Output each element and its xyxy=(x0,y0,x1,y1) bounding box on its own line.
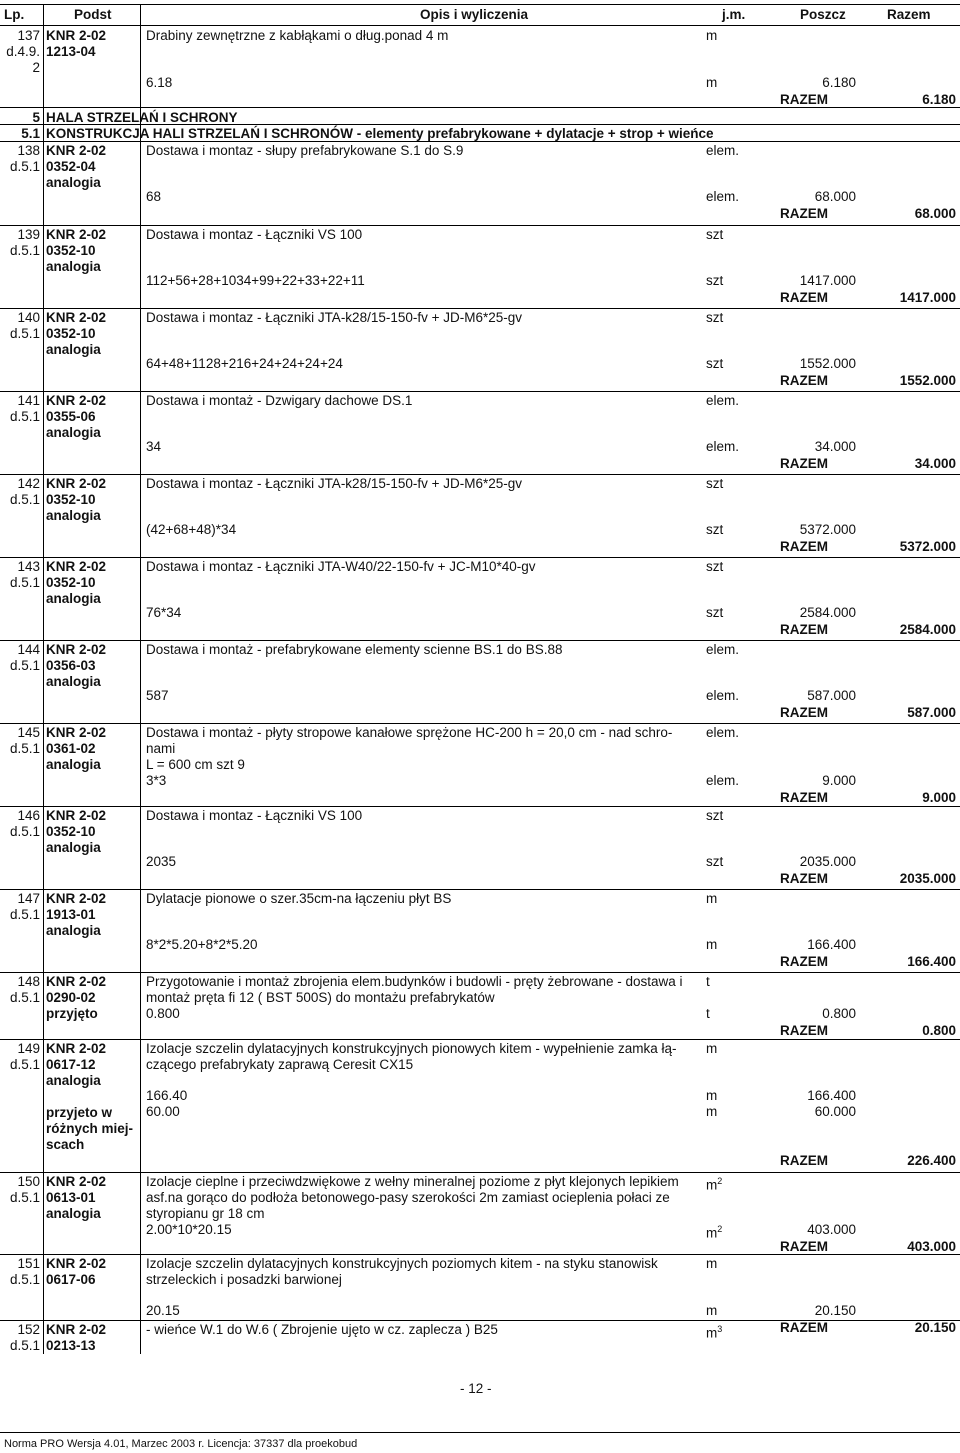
unit: m xyxy=(706,1088,718,1103)
norm-ref: analogia xyxy=(46,508,101,523)
footer-license: Norma PRO Wersja 4.01, Marzec 2003 r. Licencja: 37337 dla proekobud xyxy=(4,1438,358,1450)
row-number-sub: d.5.1 xyxy=(9,409,40,424)
row-number: 149 xyxy=(17,1041,40,1056)
header-poszcz: Poszcz xyxy=(800,7,846,22)
unit: t xyxy=(706,974,710,989)
unit: elem. xyxy=(706,642,740,657)
partial-value: 166.400 xyxy=(807,937,856,952)
total-label: RAZEM xyxy=(780,705,828,720)
header-jm: j.m. xyxy=(722,7,746,22)
norm-ref: różnych miej- xyxy=(46,1121,134,1136)
unit: szt xyxy=(706,522,724,537)
norm-code: KNR 2-02 xyxy=(46,1174,107,1189)
quantity-formula: 112+56+28+1034+99+22+33+22+11 xyxy=(146,273,365,288)
header-lp: Lp. xyxy=(4,7,25,22)
total-label: RAZEM xyxy=(780,622,828,637)
row-number: 143 xyxy=(17,559,40,574)
norm-ref: analogia xyxy=(46,1206,101,1221)
row-number: 137 xyxy=(17,28,40,43)
row-divider xyxy=(0,107,960,108)
page-number: - 12 - xyxy=(460,1381,492,1396)
row-number: 152 xyxy=(17,1322,40,1337)
partial-value: 403.000 xyxy=(807,1222,856,1237)
item-description: - wieńce W.1 do W.6 ( Zbrojenie ujęto w cz. zaplecza ) B25 xyxy=(146,1322,498,1337)
unit: $m^2$ xyxy=(706,1176,723,1193)
header-opis: Opis i wyliczenia xyxy=(420,7,529,22)
norm-ref: analogia xyxy=(46,923,101,938)
norm-code: KNR 2-02 xyxy=(46,393,107,408)
row-number: 150 xyxy=(17,1174,40,1189)
row-number-sub: d.5.1 xyxy=(9,326,40,341)
norm-ref: przyjeto w xyxy=(46,1105,113,1120)
norm-ref: 1913-01 xyxy=(46,907,96,922)
norm-code: KNR 2-02 xyxy=(46,642,107,657)
partial-value: 68.000 xyxy=(814,189,856,204)
norm-ref: 0352-10 xyxy=(46,824,96,839)
total-value: 2035.000 xyxy=(899,871,956,886)
total-value: 226.400 xyxy=(907,1153,956,1168)
unit: szt xyxy=(706,559,724,574)
quantity-formula: 166.40 xyxy=(146,1088,188,1103)
unit: m xyxy=(706,28,718,43)
norm-ref: analogia xyxy=(46,342,101,357)
row-number-sub: d.5.1 xyxy=(9,492,40,507)
norm-ref: 0361-02 xyxy=(46,741,96,756)
unit: elem. xyxy=(706,688,740,703)
unit-exponent: 2 xyxy=(717,1224,723,1234)
item-description: Dostawa i montaz - Łączniki VS 100 xyxy=(146,227,363,242)
quantity-formula: 2.00*10*20.15 xyxy=(146,1222,232,1237)
unit: szt xyxy=(706,273,724,288)
unit-exponent: 3 xyxy=(717,1324,723,1334)
item-description: Dostawa i montaz - Łączniki JTA-k28/15-150-fv + JD-M6*25-gv xyxy=(146,476,523,491)
norm-ref: 0613-01 xyxy=(46,1190,96,1205)
norm-code: KNR 2-02 xyxy=(46,559,107,574)
norm-code: KNR 2-02 xyxy=(46,227,107,242)
norm-code: KNR 2-02 xyxy=(46,808,107,823)
partial-value: 5372.000 xyxy=(799,522,856,537)
partial-value: 1417.000 xyxy=(799,273,856,288)
partial-value: 9.000 xyxy=(822,773,856,788)
unit: m xyxy=(706,937,718,952)
item-description: Drabiny zewnętrzne z kabłąkami o dług.ponad 4 m xyxy=(146,28,449,43)
norm-ref: analogia xyxy=(46,259,101,274)
partial-value: 166.400 xyxy=(807,1088,856,1103)
row-number-sub: d.5.1 xyxy=(9,575,40,590)
norm-ref: analogia xyxy=(46,1073,101,1088)
quantity-formula: 68 xyxy=(146,189,162,204)
section-number: 5 xyxy=(32,110,40,125)
total-label: RAZEM xyxy=(780,1320,828,1335)
quantity-formula: 0.800 xyxy=(146,1006,180,1021)
row-number: 139 xyxy=(17,227,40,242)
row-number-sub: d.5.1 xyxy=(9,990,40,1005)
row-number-sub: d.5.1 xyxy=(9,1338,40,1353)
unit: m xyxy=(706,75,718,90)
section-title: HALA STRZELAŃ I SCHRONY xyxy=(46,110,238,125)
norm-ref: 0290-02 xyxy=(46,990,96,1005)
subsection-number: 5.1 xyxy=(21,126,40,141)
total-label: RAZEM xyxy=(780,373,828,388)
total-label: RAZEM xyxy=(780,290,828,305)
item-description: strzeleckich i posadzki barwionej xyxy=(146,1272,342,1287)
item-description: czącego prefabrykaty zaprawą Ceresit CX15 xyxy=(146,1057,414,1072)
quantity-formula: (42+68+48)*34 xyxy=(146,522,237,537)
item-description: montaż pręta fi 12 ( BST 500S) do montażu prefabrykatów xyxy=(146,990,495,1005)
norm-code: 1213-04 xyxy=(46,44,96,59)
total-value: 1552.000 xyxy=(899,373,956,388)
total-label: RAZEM xyxy=(780,1023,828,1038)
unit: szt xyxy=(706,310,724,325)
unit: szt xyxy=(706,854,724,869)
norm-code: KNR 2-02 xyxy=(46,1041,107,1056)
row-number-sub: d.5.1 xyxy=(9,1190,40,1205)
podst-column-border xyxy=(140,4,141,1354)
total-label: RAZEM xyxy=(780,790,828,805)
total-value: 1417.000 xyxy=(899,290,956,305)
header-bottom-border xyxy=(0,25,960,26)
unit-exponent: 2 xyxy=(717,1176,723,1186)
partial-value: 6.180 xyxy=(822,75,856,90)
quantity-formula: 64+48+1128+216+24+24+24+24 xyxy=(146,356,343,371)
row-number-sub: d.5.1 xyxy=(9,824,40,839)
total-label: RAZEM xyxy=(780,1239,828,1254)
unit: elem. xyxy=(706,773,740,788)
quantity-formula: 3*3 xyxy=(146,773,167,788)
norm-ref: 0355-06 xyxy=(46,409,96,424)
partial-value: 20.150 xyxy=(814,1303,856,1318)
row-number: 138 xyxy=(17,143,40,158)
norm-ref: 0352-10 xyxy=(46,326,96,341)
row-number-sub: d.5.1 xyxy=(9,741,40,756)
row-divider xyxy=(0,391,960,392)
unit: elem. xyxy=(706,189,740,204)
item-description: Izolacje szczelin dylatacyjnych konstrukcyjnych pionowych kitem - wypełnienie zamka łą- xyxy=(146,1041,677,1056)
row-number-sub: d.5.1 xyxy=(9,243,40,258)
unit: t xyxy=(706,1006,710,1021)
unit: szt xyxy=(706,356,724,371)
norm-ref: analogia xyxy=(46,674,101,689)
quantity-formula: 76*34 xyxy=(146,605,182,620)
partial-value: 34.000 xyxy=(814,439,856,454)
norm-ref: analogia xyxy=(46,840,101,855)
quantity-formula: 8*2*5.20+8*2*5.20 xyxy=(146,937,258,952)
item-description: Dylatacje pionowe o szer.35cm-na łączeniu płyt BS xyxy=(146,891,452,906)
total-label: RAZEM xyxy=(780,92,828,107)
unit: m xyxy=(706,1303,718,1318)
row-divider xyxy=(0,889,960,890)
norm-ref: analogia xyxy=(46,175,101,190)
unit: m xyxy=(706,891,718,906)
item-description: Dostawa i montaz - słupy prefabrykowane S.1 do S.9 xyxy=(146,143,464,158)
footer-rule xyxy=(0,1432,960,1433)
partial-value: 2035.000 xyxy=(799,854,856,869)
row-number-sub: d.5.1 xyxy=(9,907,40,922)
quantity-formula: 6.18 xyxy=(146,75,173,90)
item-description: Dostawa i montaż - prefabrykowane elementy scienne BS.1 do BS.88 xyxy=(146,642,563,657)
row-number: 151 xyxy=(17,1256,40,1271)
norm-ref: analogia xyxy=(46,757,101,772)
norm-code: KNR 2-02 xyxy=(46,143,107,158)
unit: $m^2$ xyxy=(706,1224,723,1241)
item-description: Dostawa i montaż - Dzwigary dachowe DS.1 xyxy=(146,393,413,408)
row-number-sub: d.5.1 xyxy=(9,1057,40,1072)
item-description: L = 600 cm szt 9 xyxy=(146,757,245,772)
total-value: 5372.000 xyxy=(899,539,956,554)
item-description: Dostawa i montaż - płyty stropowe kanałowe sprężone HC-200 h = 20,0 cm - nad schro- xyxy=(146,725,673,740)
row-divider xyxy=(0,225,960,226)
row-number-sub: d.5.1 xyxy=(9,159,40,174)
quantity-formula: 34 xyxy=(146,439,162,454)
unit: szt xyxy=(706,476,724,491)
unit: $m^3$ xyxy=(706,1324,723,1341)
item-description: Przygotowanie i montaż zbrojenia elem.budynków i budowli - pręty żebrowane - dostawa i xyxy=(146,974,683,989)
norm-code: KNR 2-02 xyxy=(46,1322,107,1337)
row-divider xyxy=(0,141,960,142)
item-description: asf.na gorąco do podłoża betonowego-pasy szerokości 2m zamiast ocieplenia połaci ze xyxy=(146,1190,670,1205)
unit: m xyxy=(706,1041,718,1056)
subsection-title: KONSTRUKCJA HALI STRZELAŃ I SCHRONÓW - elementy prefabrykowane + dylatacje + strop + wieńce xyxy=(46,126,714,141)
header-razem: Razem xyxy=(887,7,931,22)
norm-ref: 0617-12 xyxy=(46,1057,96,1072)
total-label: RAZEM xyxy=(780,206,828,221)
total-value: 9.000 xyxy=(922,790,956,805)
total-value: 6.180 xyxy=(922,92,956,107)
norm-code: KNR 2-02 xyxy=(46,1256,107,1271)
header-top-border xyxy=(0,4,960,5)
norm-code: KNR 2-02 xyxy=(46,974,107,989)
unit: szt xyxy=(706,227,724,242)
norm-ref: 0352-10 xyxy=(46,243,96,258)
total-label: RAZEM xyxy=(780,456,828,471)
unit: szt xyxy=(706,605,724,620)
norm-ref: 0352-04 xyxy=(46,159,96,174)
quantity-formula: 20.15 xyxy=(146,1303,180,1318)
item-description: Dostawa i montaz - Łączniki VS 100 xyxy=(146,808,363,823)
item-description: Dostawa i montaz - Łączniki JTA-W40/22-150-fv + JC-M10*40-gv xyxy=(146,559,536,574)
total-label: RAZEM xyxy=(780,954,828,969)
header-podst: Podst xyxy=(74,7,112,22)
unit: elem. xyxy=(706,393,740,408)
unit: szt xyxy=(706,808,724,823)
total-value: 20.150 xyxy=(914,1320,956,1335)
item-description: nami xyxy=(146,741,176,756)
total-value: 587.000 xyxy=(907,705,956,720)
item-description: Dostawa i montaz - Łączniki JTA-k28/15-150-fv + JD-M6*25-gv xyxy=(146,310,523,325)
norm-ref: 0352-10 xyxy=(46,492,96,507)
norm-ref: 0617-06 xyxy=(46,1272,96,1287)
row-number: 145 xyxy=(17,725,40,740)
norm-ref: 0352-10 xyxy=(46,575,96,590)
norm-code: KNR 2-02 xyxy=(46,28,107,43)
total-label: RAZEM xyxy=(780,1153,828,1168)
row-number-sub: d.5.1 xyxy=(9,658,40,673)
unit: elem. xyxy=(706,725,740,740)
partial-value: 60.000 xyxy=(814,1104,856,1119)
total-label: RAZEM xyxy=(780,539,828,554)
item-description: Izolacje szczelin dylatacyjnych konstrukcyjnych poziomych kitem - na styku stanowisk xyxy=(146,1256,658,1271)
norm-ref: 0213-13 xyxy=(46,1338,96,1353)
total-label: RAZEM xyxy=(780,871,828,886)
norm-code: KNR 2-02 xyxy=(46,310,107,325)
partial-value: 587.000 xyxy=(807,688,856,703)
row-number-sub: d.5.1 xyxy=(9,1272,40,1287)
norm-ref: analogia xyxy=(46,591,101,606)
norm-code: KNR 2-02 xyxy=(46,476,107,491)
norm-ref: analogia xyxy=(46,425,101,440)
lp-column-border xyxy=(43,4,44,1354)
row-number: 148 xyxy=(17,974,40,989)
row-number: 141 xyxy=(17,393,40,408)
unit: elem. xyxy=(706,143,740,158)
quantity-formula: 587 xyxy=(146,688,169,703)
row-number: 144 xyxy=(17,642,40,657)
quantity-formula: 60.00 xyxy=(146,1104,180,1119)
total-value: 166.400 xyxy=(907,954,956,969)
item-description: Izolacje cieplne i przeciwdzwiękowe z wełny mineralnej poziome z płyt klejonych lepikiem xyxy=(146,1174,679,1189)
partial-value: 0.800 xyxy=(822,1006,856,1021)
total-value: 34.000 xyxy=(914,456,956,471)
partial-value: 1552.000 xyxy=(799,356,856,371)
row-number-sub: d.4.9. xyxy=(6,44,40,59)
row-number-sub: 2 xyxy=(32,60,40,75)
row-number: 147 xyxy=(17,891,40,906)
total-value: 0.800 xyxy=(922,1023,956,1038)
partial-value: 2584.000 xyxy=(799,605,856,620)
total-value: 2584.000 xyxy=(899,622,956,637)
unit: elem. xyxy=(706,439,740,454)
row-divider xyxy=(0,806,960,807)
row-number: 146 xyxy=(17,808,40,823)
total-value: 403.000 xyxy=(907,1239,956,1254)
total-value: 68.000 xyxy=(914,206,956,221)
norm-ref: scach xyxy=(46,1137,85,1152)
item-description: styropianu gr 18 cm xyxy=(146,1206,265,1221)
unit: m xyxy=(706,1104,718,1119)
unit: m xyxy=(706,1256,718,1271)
row-number: 142 xyxy=(17,476,40,491)
norm-ref: przyjęto xyxy=(46,1006,98,1021)
quantity-formula: 2035 xyxy=(146,854,177,869)
row-number: 140 xyxy=(17,310,40,325)
norm-code: KNR 2-02 xyxy=(46,725,107,740)
norm-code: KNR 2-02 xyxy=(46,891,107,906)
norm-ref: 0356-03 xyxy=(46,658,96,673)
